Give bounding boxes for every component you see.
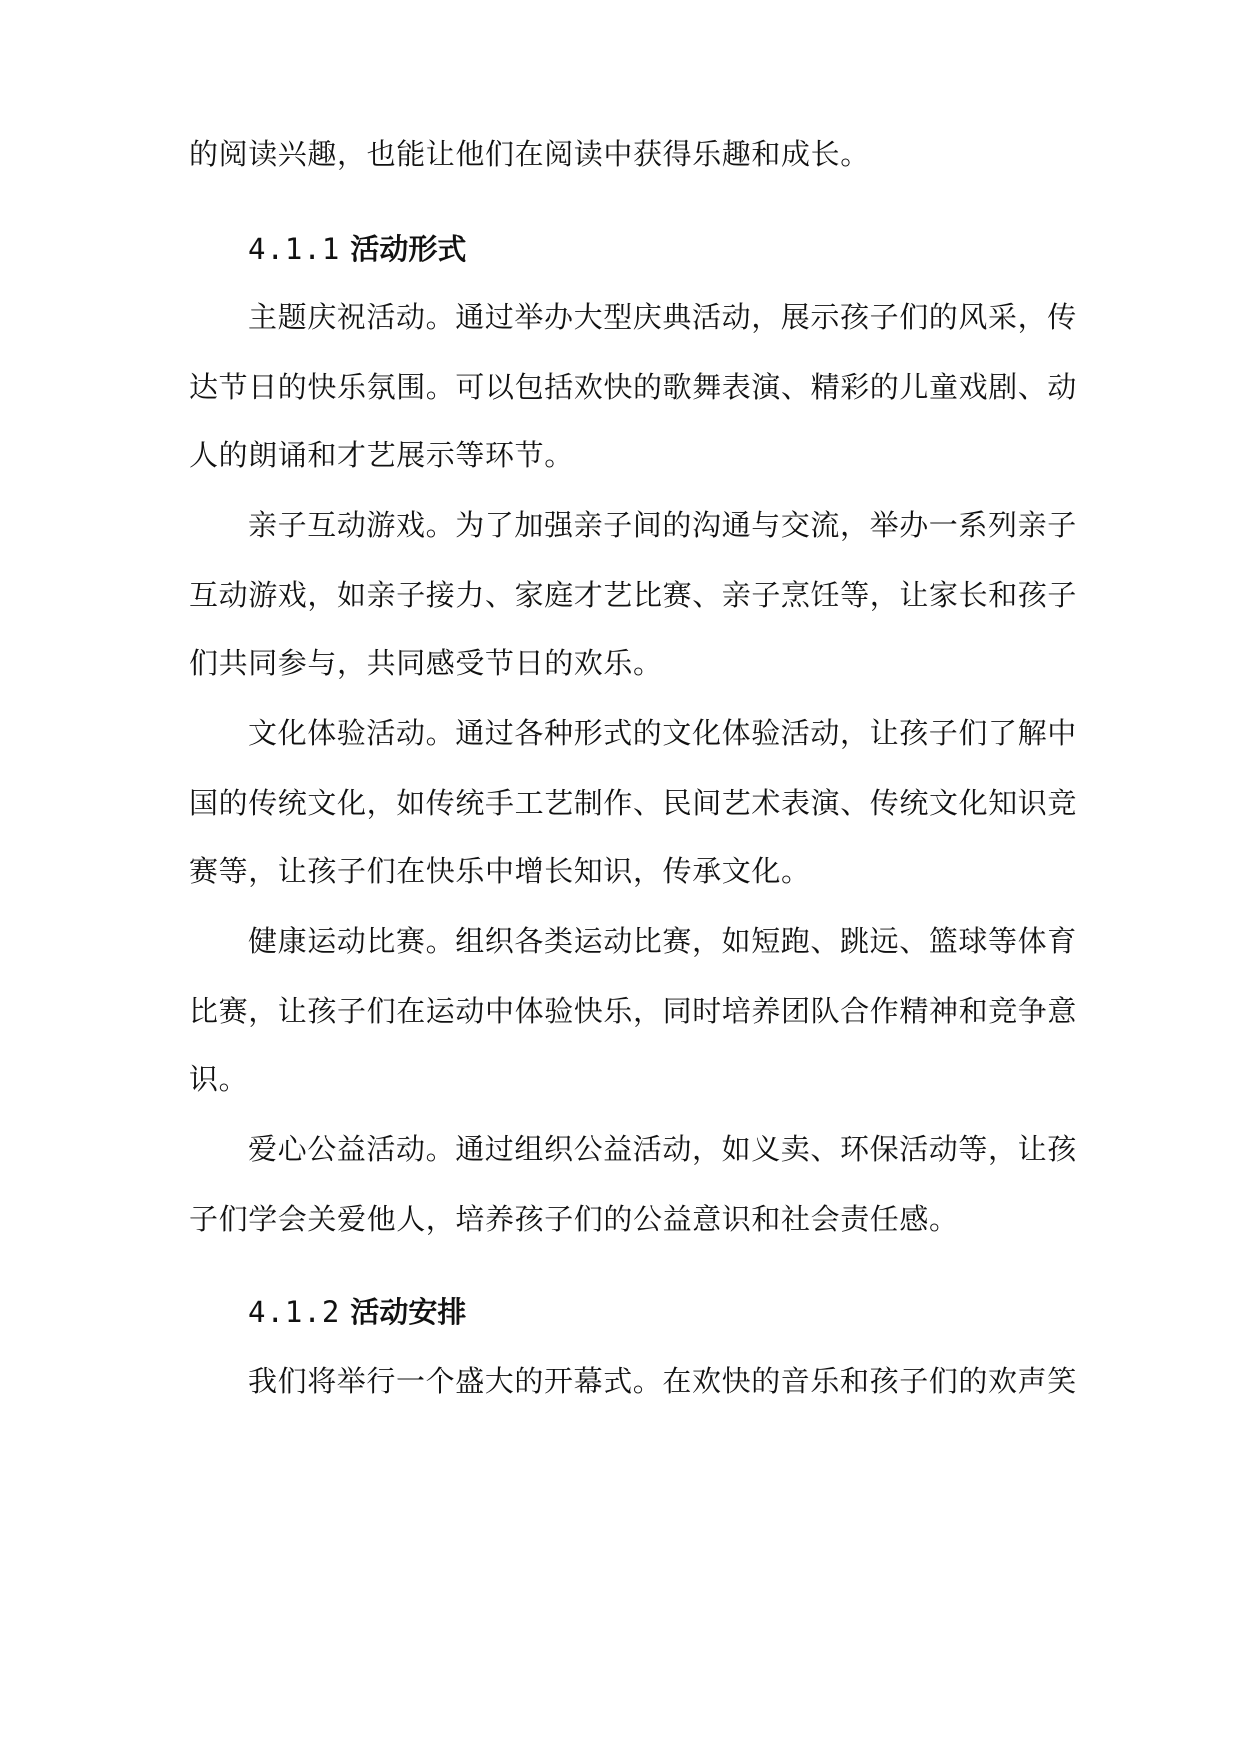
paragraph-line: 们共同参与，共同感受节日的欢乐。: [189, 646, 663, 680]
paragraph-line: 我们将举行一个盛大的开幕式。在欢快的音乐和孩子们的欢声笑: [248, 1364, 1077, 1398]
intro-continuation-line: 的阅读兴趣，也能让他们在阅读中获得乐趣和成长。: [189, 137, 870, 171]
paragraph-line: 人的朗诵和才艺展示等环节。: [189, 438, 574, 472]
paragraph-line: 健康运动比赛。组织各类运动比赛，如短跑、跳远、篮球等体育: [248, 924, 1077, 958]
paragraph-line: 比赛，让孩子们在运动中体验快乐，同时培养团队合作精神和竞争意: [189, 994, 1078, 1028]
paragraph-line: 达节日的快乐氛围。可以包括欢快的歌舞表演、精彩的儿童戏剧、动: [189, 370, 1078, 404]
paragraph-line: 国的传统文化，如传统手工艺制作、民间艺术表演、传统文化知识竞: [189, 786, 1078, 820]
section-number: 4.1.2: [248, 1295, 341, 1329]
section-heading-4-1-1: [248, 229, 466, 269]
section-heading-4-1-2: [248, 1292, 466, 1332]
paragraph-line: 亲子互动游戏。为了加强亲子间的沟通与交流，举办一系列亲子: [248, 508, 1077, 542]
paragraph-line: 赛等，让孩子们在快乐中增长知识，传承文化。: [189, 854, 811, 888]
paragraph-line: 子们学会关爱他人，培养孩子们的公益意识和社会责任感。: [189, 1202, 959, 1236]
paragraph-line: 识。: [189, 1062, 249, 1096]
paragraph-line: 爱心公益活动。通过组织公益活动，如义卖、环保活动等，让孩: [248, 1132, 1077, 1166]
section-number: 4.1.1: [248, 232, 341, 266]
paragraph-line: 文化体验活动。通过各种形式的文化体验活动，让孩子们了解中: [248, 716, 1077, 750]
section-title: 活动形式: [350, 232, 467, 266]
paragraph-line: 主题庆祝活动。通过举办大型庆典活动，展示孩子们的风采，传: [248, 300, 1077, 334]
paragraph-line: 互动游戏，如亲子接力、家庭才艺比赛、亲子烹饪等，让家长和孩子: [189, 578, 1078, 612]
section-title: 活动安排: [350, 1295, 467, 1329]
